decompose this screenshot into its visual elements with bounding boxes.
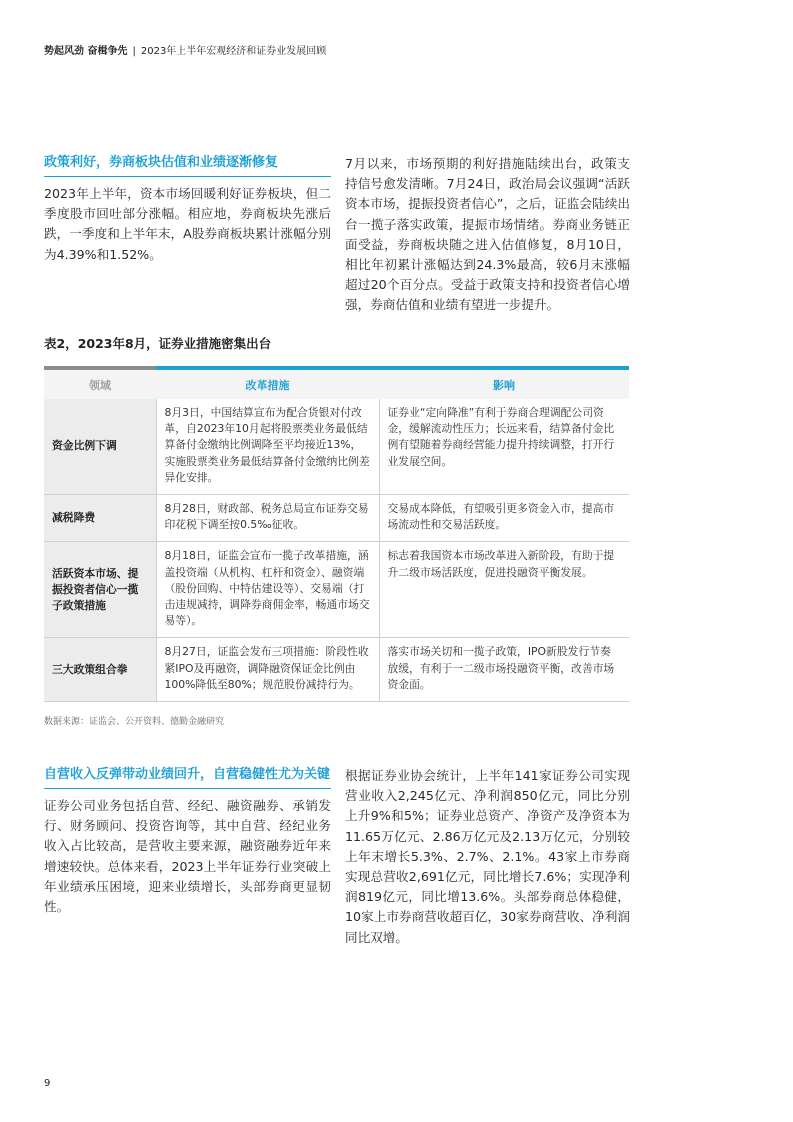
table-source-note: 数据来源：证监会、公开资料、德勤金融研究 [44,717,225,727]
measures-table [44,366,629,702]
section1-right-column [345,154,630,316]
row-field: 活跃资本市场、提振投资者信心一揽子政策措施 [44,542,156,638]
row-impact: 证券业“定向降准”有利于券商合理调配公司资金，缓解流动性压力；长远来看，结算备付金比例有望随着券商经营能力提升持续调整，打开行业发展空间。 [379,399,629,495]
row-field: 减税降费 [44,495,156,542]
section1-left-paragraph: 2023年上半年，资本市场回暖利好证券板块，但二季度股市回吐部分涨幅。相应地，券商板块先涨后跌，一季度和上半年末，A股券商板块累计涨幅分别为4.39%和1.52%。 [44,186,331,262]
row-measure: 8月3日，中国结算宣布为配合货银对付改革，自2023年10月起将股票类业务最低结算备付金缴纳比例调降至平均接近13%，实施股票类业务最低结算备付金缴纳比例差异化安排。 [156,399,379,495]
header-slogan: 势起风劲 奋楫争先 [44,46,128,57]
section2-rule [44,788,331,789]
running-header [44,42,326,57]
header-separator: | [132,46,136,57]
row-impact: 标志着我国资本市场改革进入新阶段，有助于提升二级市场活跃度，促进投融资平衡发展。 [379,542,629,638]
table-header-row [44,368,629,399]
section2-left-column [44,766,331,917]
row-field: 资金比例下调 [44,399,156,495]
table-row [44,542,629,638]
table-row [44,399,629,495]
page-number: 9 [44,1078,51,1089]
section2-title: 自营收入反弹带动业绩回升，自营稳健性尤为关键 [44,767,331,782]
row-measure: 8月18日，证监会宣布一揽子改革措施，涵盖投资端（从机构、杠杆和资金）、融资端（股份回购、中特估建设等）、交易端（打击违规减持，调降券商佣金率，畅通市场交易等）。 [156,542,379,638]
table-row [44,495,629,542]
section1-left-column [44,154,331,265]
table-title: 表2，2023年8月，证券业措施密集出台 [44,336,272,351]
section2-right-paragraph: 根据证券业协会统计，上半年141家证券公司实现营业收入2,245亿元、净利润850亿元，同比分别上升9%和5%；证券业总资产、净资产及净资本为11.65万亿元、2.86万亿元及2.13万亿元，分别较上年末增长5.3%、2.7%、2.1%。43家上市券商实现总营收2,691亿元，同比增长7.6%；实现净利润819亿元，同比增13.6%。头部券商总体稳健，10家上市券商营收超百亿，30家券商营收、净利润同比双增。 [345,768,630,945]
row-impact: 落实市场关切和一揽子政策，IPO新股发行节奏放缓，有利于一二级市场投融资平衡，改善市场资金面。 [379,638,629,702]
header-measure: 改革措施 [156,368,379,399]
section1-rule [44,176,331,177]
header-impact: 影响 [379,368,629,399]
section2-left-paragraph: 证券公司业务包括自营、经纪、融资融券、承销发行、财务顾问、投资咨询等，其中自营、经纪业务收入占比较高，是营收主要来源，融资融券近年来增速较快。总体来看，2023上半年证券行业突破上年业绩承压困境，迎来业绩增长，头部券商更显韧性。 [44,798,331,915]
row-measure: 8月28日，财政部、税务总局宣布证券交易印花税下调至按0.5‰征收。 [156,495,379,542]
table-row [44,638,629,702]
header-report-title: 2023年上半年宏观经济和证券业发展回顾 [140,46,327,57]
header-field: 领域 [44,368,156,399]
row-field: 三大政策组合拳 [44,638,156,702]
section1-title: 政策利好，券商板块估值和业绩逐渐修复 [44,155,279,170]
section1-right-paragraph: 7月以来，市场预期的利好措施陆续出台，政策支持信号愈发清晰。7月24日，政治局会议强调“活跃资本市场，提振投资者信心”，之后，证监会陆续出台一揽子落实政策，提振市场情绪。券商业务链正面受益，券商板块随之进入估值修复，8月10日，相比年初累计涨幅达到24.3%最高，较6月末涨幅超过20个百分点。受益于政策支持和投资者信心增强，券商估值和业绩有望进一步提升。 [345,156,630,313]
row-measure: 8月27日，证监会发布三项措施：阶段性收紧IPO及再融资，调降融资保证金比例由100%降低至80%；规范股份减持行为。 [156,638,379,702]
row-impact: 交易成本降低，有望吸引更多资金入市，提高市场流动性和交易活跃度。 [379,495,629,542]
section2-right-column [345,766,630,948]
